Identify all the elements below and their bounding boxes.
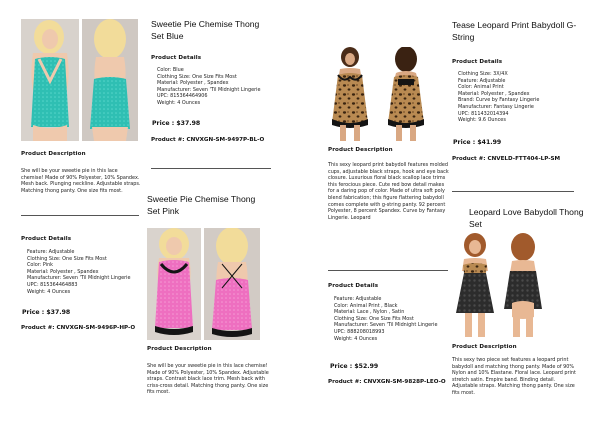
- product-title: Sweetie Pie Chemise Thong Set Pink: [147, 194, 256, 216]
- section-divider: [452, 191, 574, 192]
- detail-line: Clothing Size: One Size Fits Most: [157, 73, 237, 80]
- product-number: Product #: CNVXGN-SM-9497P-BL-O: [151, 137, 265, 143]
- product-description: She will be your sweetie pie in this lace chemise! Made of 90% Polyester, 10% Spandex. Mesh back. Plunging neckline. Adjustable straps. Matching thong panty. One size fits most.: [21, 168, 141, 194]
- product-title: Tease Leopard Print Babydoll G-String: [452, 20, 577, 42]
- detail-line: Color: Blue: [157, 67, 184, 73]
- detail-line: UPC: 811432014394: [458, 110, 509, 117]
- description-heading: Product Description: [452, 344, 517, 350]
- section-divider: [151, 168, 271, 169]
- details-list: [157, 67, 287, 107]
- detail-line: Manufacturer: Fantasy Lingerie: [458, 103, 534, 110]
- detail-line: Weight: 4 Ounces: [334, 335, 378, 342]
- detail-line: Weight: 4 Ounces: [157, 99, 201, 106]
- product-description: This sexy two piece set features a leopard print babydoll and matching thong panty. Made of 90% Nylon and 10% Elastane. Floral lace. Leopard print stretch satin. Empire band. Binding detail. Adjustable straps. Matching thong panty. One size fits most.: [452, 357, 576, 396]
- detail-line: Material: Polyester , Spandex: [458, 90, 530, 97]
- details-heading: Product Details: [328, 283, 379, 289]
- product-photo-back-leopard-love: [500, 233, 546, 337]
- details-list: [458, 71, 588, 124]
- detail-line: Clothing Size: One Size Fits Most: [27, 255, 107, 262]
- detail-line: Feature: Adjustable: [334, 296, 382, 302]
- description-heading: Product Description: [21, 151, 86, 157]
- product-photo-front-pink: [147, 228, 201, 340]
- detail-line: Weight: 9.6 Ounces: [458, 117, 506, 124]
- product-photo-back-leopard: [380, 47, 432, 141]
- product-photo-front-leopard: [324, 47, 376, 141]
- detail-line: Color: Animal Print: [458, 84, 504, 91]
- detail-line: UPC: 815364464906: [157, 93, 208, 100]
- product-photo-back-pink: [204, 228, 260, 340]
- product-description: This sexy leopard print babydoll features molded cups, adjustable black straps, hook and eye back closure. Luxurious floral black scallop lace trims this ferocious piece. Cute red bow detail makes for a daring pop of color. Made of ultra soft poly blend fabrication; this figure flattering babydoll comes complete with g-string panty. 92 percent Polyester, 8 percent Spandex. Curve by Fantasy Lingerie. Leopard: [328, 162, 449, 221]
- detail-line: Color: Animal Print , Black: [334, 302, 398, 309]
- detail-line: Clothing Size: One Size Fits Most: [334, 315, 414, 322]
- detail-line: Color: Pink: [27, 262, 54, 269]
- details-list: [27, 249, 145, 295]
- product-title: Leopard Love Babydoll Thong Set: [469, 207, 584, 229]
- detail-line: Weight: 4 Ounces: [27, 288, 71, 295]
- details-heading: Product Details: [151, 55, 202, 61]
- detail-line: Material: Lace , Nylon , Satin: [334, 309, 405, 316]
- detail-line: Clothing Size: 3X/4X: [458, 71, 508, 77]
- detail-line: Material: Polyester , Spandex: [27, 268, 99, 275]
- product-title: Sweetie Pie Chemise Thong Set Blue: [151, 19, 260, 41]
- product-photo-front-leopard-love: [452, 233, 498, 337]
- detail-line: Manufacturer: Seven 'Til Midnight Lingerie: [334, 322, 438, 329]
- description-heading: Product Description: [147, 346, 212, 352]
- section-divider: [328, 270, 448, 271]
- details-heading: Product Details: [452, 59, 503, 65]
- detail-line: Manufacturer: Seven 'Til Midnight Lingerie: [157, 86, 261, 93]
- details-heading: Product Details: [21, 236, 72, 242]
- product-photo-back-blue: [82, 19, 138, 141]
- product-price: Price : $52.99: [330, 363, 379, 370]
- product-number: Product #: CNVELD-FTT404-LP-SM: [452, 156, 561, 162]
- details-list: [334, 296, 446, 342]
- product-description: She will be your sweetie pie in this lace chemise! Made of 90% Polyester, 10% Spandex. Adjustable straps. Contrast black lace trim. Mesh back with criss-cross detail. Matching thong panty. One size fits most.: [147, 363, 269, 396]
- section-divider: [21, 215, 139, 216]
- product-price: Price : $37.98: [22, 309, 71, 316]
- detail-line: Material: Polyester , Spandex: [157, 80, 229, 87]
- detail-line: Brand: Curve by Fantasy Lingerie: [458, 97, 540, 104]
- description-heading: Product Description: [328, 147, 393, 153]
- product-price: Price : $41.99: [453, 139, 502, 146]
- product-number: Product #: CNVXGN-SM-9496P-HP-O: [21, 325, 136, 331]
- detail-line: UPC: 888208018993: [334, 328, 385, 335]
- product-price: Price : $37.98: [152, 120, 201, 127]
- product-number: Product #: CNVXGN-SM-9828P-LEO-O: [328, 379, 446, 385]
- detail-line: Feature: Adjustable: [27, 249, 75, 255]
- detail-line: Feature: Adjustable: [458, 77, 506, 84]
- detail-line: Manufacturer: Seven 'Til Midnight Lingerie: [27, 275, 131, 282]
- detail-line: UPC: 815364464883: [27, 281, 78, 288]
- product-photo-front-blue: [21, 19, 79, 141]
